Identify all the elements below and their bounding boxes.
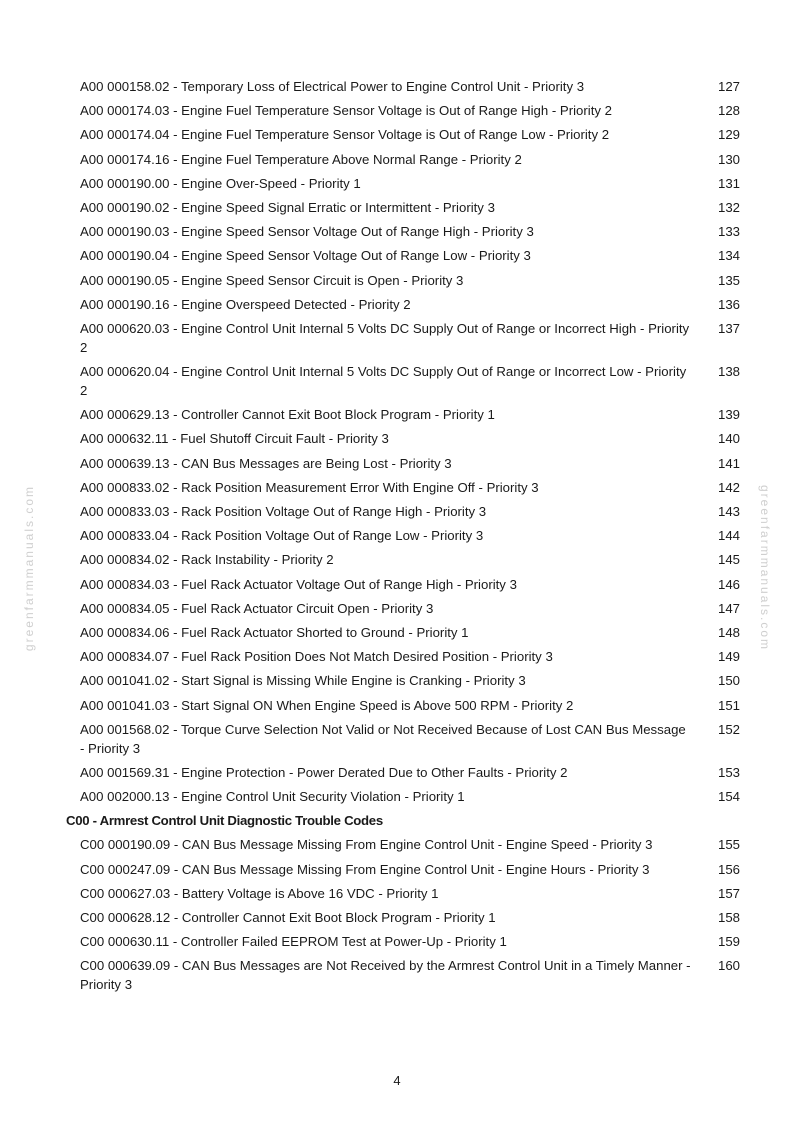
toc-entry-page: 149 [717, 649, 740, 665]
toc-entry[interactable] [66, 271, 746, 290]
toc-entry[interactable] [66, 884, 746, 903]
toc-list-c00 [66, 835, 746, 994]
toc-entry[interactable] [66, 647, 746, 666]
toc-entry-title: A00 000639.13 - CAN Bus Messages are Being Lost - Priority 3 [80, 455, 452, 471]
toc-entry-page: 135 [717, 272, 740, 288]
page-number: 4 [393, 1073, 401, 1088]
toc-entry[interactable] [66, 763, 746, 782]
toc-entry-title: A00 000620.04 - Engine Control Unit Internal 5 Volts DC Supply Out of Range or Incorrect Low - Priority 2 [80, 364, 687, 399]
section-heading: C00 - Armrest Control Unit Diagnostic Trouble Codes [66, 813, 383, 829]
toc-entry-title: A00 000834.03 - Fuel Rack Actuator Voltage Out of Range High - Priority 3 [80, 576, 517, 592]
toc-entry-page: 148 [717, 624, 740, 640]
toc-entry-page: 128 [717, 103, 740, 119]
toc-entry-title: A00 001041.03 - Start Signal ON When Engine Speed is Above 500 RPM - Priority 2 [80, 697, 574, 713]
toc-entry-title: A00 000620.03 - Engine Control Unit Internal 5 Volts DC Supply Out of Range or Incorrect High - Priority 2 [80, 320, 690, 355]
toc-entry[interactable] [66, 429, 746, 448]
toc-entry[interactable] [66, 696, 746, 715]
toc-entry[interactable] [66, 860, 746, 879]
toc-entry-title: A00 000834.07 - Fuel Rack Position Does Not Match Desired Position - Priority 3 [80, 649, 553, 665]
watermark-left: greenfarmmanuals.com [22, 485, 36, 652]
toc-entry-title: C00 000190.09 - CAN Bus Message Missing From Engine Control Unit - Engine Speed - Priority 3 [80, 837, 653, 853]
toc-entry-page: 155 [717, 837, 740, 853]
toc-entry-page: 156 [717, 861, 740, 877]
toc-entry-title: A00 000833.03 - Rack Position Voltage Out of Range High - Priority 3 [80, 504, 487, 519]
watermark-right: greenfarmmanuals.com [758, 485, 772, 652]
toc-entry-title: A00 001568.02 - Torque Curve Selection Not Valid or Not Received Because of Lost CAN Bus Message - Priority 3 [80, 721, 686, 756]
toc-entry-page: 141 [717, 455, 740, 471]
toc-entry-page: 140 [717, 431, 740, 447]
toc-list-a00 [66, 77, 746, 806]
toc-entry[interactable] [66, 502, 746, 521]
toc-entry[interactable] [66, 405, 746, 424]
toc-entry[interactable] [66, 835, 746, 854]
toc-entry[interactable] [66, 174, 746, 193]
toc-entry-page: 133 [717, 224, 740, 240]
toc-entry-title: A00 001041.02 - Start Signal is Missing While Engine is Cranking - Priority 3 [80, 673, 526, 689]
toc-entry[interactable] [66, 77, 746, 96]
toc-entry-title: A00 000833.04 - Rack Position Voltage Out of Range Low - Priority 3 [80, 528, 484, 544]
toc-entry-title: A00 000190.03 - Engine Speed Sensor Voltage Out of Range High - Priority 3 [80, 224, 534, 240]
toc-entry-page: 153 [717, 764, 740, 780]
toc-entry-title: C00 000627.03 - Battery Voltage is Above 16 VDC - Priority 1 [80, 885, 439, 901]
toc-entry[interactable] [66, 198, 746, 217]
toc-entry[interactable] [66, 125, 746, 144]
toc-entry-title: A00 000174.04 - Engine Fuel Temperature Sensor Voltage is Out of Range Low - Priority 2 [80, 127, 610, 143]
toc-entry-title: A00 000190.04 - Engine Speed Sensor Voltage Out of Range Low - Priority 3 [80, 248, 531, 264]
toc-entry-title: A00 000190.05 - Engine Speed Sensor Circuit is Open - Priority 3 [80, 272, 464, 288]
toc-entry[interactable] [66, 222, 746, 241]
toc-entry-title: C00 000628.12 - Controller Cannot Exit Boot Block Program - Priority 1 [80, 910, 496, 925]
toc-entry-page: 144 [717, 528, 740, 544]
toc-entry[interactable] [66, 575, 746, 594]
toc-entry-page: 157 [717, 885, 740, 901]
toc-entry-title: A00 000190.16 - Engine Overspeed Detected - Priority 2 [80, 296, 411, 312]
toc-entry-page: 130 [717, 151, 740, 167]
toc-entry-title: A00 000833.02 - Rack Position Measurement Error With Engine Off - Priority 3 [80, 479, 539, 495]
toc-entry-title: A00 000834.05 - Fuel Rack Actuator Circuit Open - Priority 3 [80, 600, 434, 616]
toc-entry-title: A00 000190.00 - Engine Over-Speed - Priority 1 [80, 175, 361, 191]
toc-entry-page: 139 [717, 407, 740, 423]
toc-entry-title: C00 000639.09 - CAN Bus Messages are Not Received by the Armrest Control Unit in a Timely Manner - Priority 3 [80, 958, 691, 993]
toc-entry[interactable] [66, 623, 746, 642]
toc-entry-page: 138 [717, 364, 740, 380]
toc-entry[interactable] [66, 246, 746, 265]
toc-entry[interactable] [66, 295, 746, 314]
toc-entry[interactable] [66, 932, 746, 951]
toc-entry-title: A00 000834.02 - Rack Instability - Priority 2 [80, 552, 334, 568]
toc-entry[interactable] [66, 956, 746, 994]
toc-entry-page: 146 [717, 576, 740, 592]
toc-entry[interactable] [66, 599, 746, 618]
toc-entry-page: 147 [717, 600, 740, 616]
toc-entry[interactable] [66, 362, 746, 400]
toc-entry-page: 154 [717, 789, 740, 805]
table-of-contents [66, 77, 746, 1000]
toc-entry[interactable] [66, 550, 746, 569]
toc-entry-title: A00 000174.16 - Engine Fuel Temperature Above Normal Range - Priority 2 [80, 151, 522, 167]
toc-entry-page: 134 [717, 248, 740, 264]
toc-entry-page: 152 [717, 721, 740, 737]
toc-entry-title: A00 000174.03 - Engine Fuel Temperature Sensor Voltage is Out of Range High - Priority 2 [80, 103, 612, 119]
toc-entry[interactable] [66, 526, 746, 545]
toc-entry[interactable] [66, 720, 746, 758]
toc-entry[interactable] [66, 319, 746, 357]
toc-entry-page: 143 [717, 504, 740, 519]
toc-entry-title: A00 000632.11 - Fuel Shutoff Circuit Fault - Priority 3 [80, 431, 389, 447]
toc-entry-page: 136 [717, 296, 740, 312]
toc-entry-page: 142 [717, 479, 740, 495]
toc-entry[interactable] [66, 908, 746, 927]
toc-entry[interactable] [66, 150, 746, 169]
toc-entry-title: A00 000158.02 - Temporary Loss of Electrical Power to Engine Control Unit - Priority 3 [80, 79, 585, 94]
toc-entry-page: 158 [717, 910, 740, 925]
toc-entry[interactable] [66, 454, 746, 473]
toc-entry-page: 145 [717, 552, 740, 568]
toc-entry-page: 132 [717, 199, 740, 215]
toc-entry[interactable] [66, 478, 746, 497]
toc-entry[interactable] [66, 787, 746, 806]
toc-entry-title: A00 000629.13 - Controller Cannot Exit Boot Block Program - Priority 1 [80, 407, 495, 423]
toc-entry-page: 127 [717, 79, 740, 94]
toc-entry[interactable] [66, 101, 746, 120]
toc-entry-page: 160 [717, 958, 740, 974]
toc-entry-title: A00 001569.31 - Engine Protection - Power Derated Due to Other Faults - Priority 2 [80, 764, 568, 780]
toc-entry-page: 137 [717, 320, 740, 336]
toc-entry-page: 129 [717, 127, 740, 143]
toc-entry-title: A00 000190.02 - Engine Speed Signal Erratic or Intermittent - Priority 3 [80, 199, 495, 215]
toc-entry-title: A00 000834.06 - Fuel Rack Actuator Shorted to Ground - Priority 1 [80, 624, 469, 640]
toc-entry-title: C00 000247.09 - CAN Bus Message Missing From Engine Control Unit - Engine Hours - Priority 3 [80, 861, 650, 877]
toc-entry-title: C00 000630.11 - Controller Failed EEPROM Test at Power-Up - Priority 1 [80, 934, 507, 950]
toc-entry-page: 131 [717, 175, 740, 191]
toc-entry[interactable] [66, 671, 746, 690]
toc-entry-page: 151 [717, 697, 740, 713]
toc-entry-page: 159 [717, 934, 740, 950]
toc-entry-page: 150 [717, 673, 740, 689]
toc-entry-title: A00 002000.13 - Engine Control Unit Security Violation - Priority 1 [80, 789, 465, 805]
